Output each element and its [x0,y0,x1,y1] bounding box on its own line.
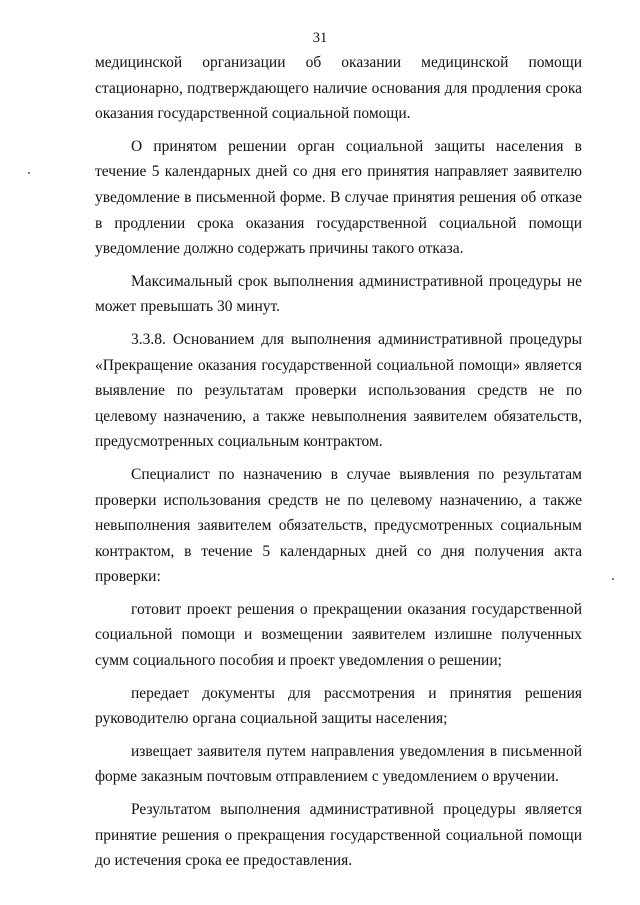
paragraph-notifies-applicant: извещает заявителя путем направления уведомления в письменной форме заказным почтовым отправлением с уведомлением о вручении. [95,742,582,786]
document-body [95,50,582,881]
paragraph-max-duration: Максимальный срок выполнения административной процедуры не может превышать 30 минут. [95,272,582,316]
paragraph-result: Результатом выполнения административной процедуры является принятие решения о прекращения государственной социальной помощи до истечения срока ее предоставления. [95,801,582,870]
paragraph-decision-notice: О принятом решении орган социальной защиты населения в течение 5 календарных дней со дня его принятия направляет заявителю уведомление в письменной форме. В случае принятия решения об отказе в продлении срока оказания государственной социальной помощи уведомление должно содержать причины такого отказа. [95,137,582,258]
paragraph-specialist: Специалист по назначению в случае выявления по результатам проверки использования средств не по целевому назначению, а также невыполнения заявителем обязательств, предусмотренных социальным контрактом, в течение 5 календарных дней со дня получения акта проверки: [95,465,582,586]
scan-speck [28,172,30,174]
paragraph-prepares-draft: готовит проект решения о прекращении оказания государственной социальной помощи и возмещении заявителем излишне полученных сумм социального пособия и проект уведомления о решении; [95,600,582,670]
scan-speck [612,578,614,580]
paragraph-section-3-3-8: 3.3.8. Основанием для выполнения административной процедуры «Прекращение оказания государственной социальной помощи» является выявление по результатам проверки использования средств не по целевому назначению, а также невыполнения заявителем обязательств, предусмотренных социальным контрактом. [95,330,582,451]
paragraph-transfers-documents: передает документы для рассмотрения и принятия решения руководителю органа социальной защиты населения; [95,684,582,728]
page-number: 31 [312,30,328,46]
paragraph-continuation: медицинской организации об оказании медицинской помощи стационарно, подтверждающего наличие основания для продления срока оказания государственной социальной помощи. [95,54,582,123]
